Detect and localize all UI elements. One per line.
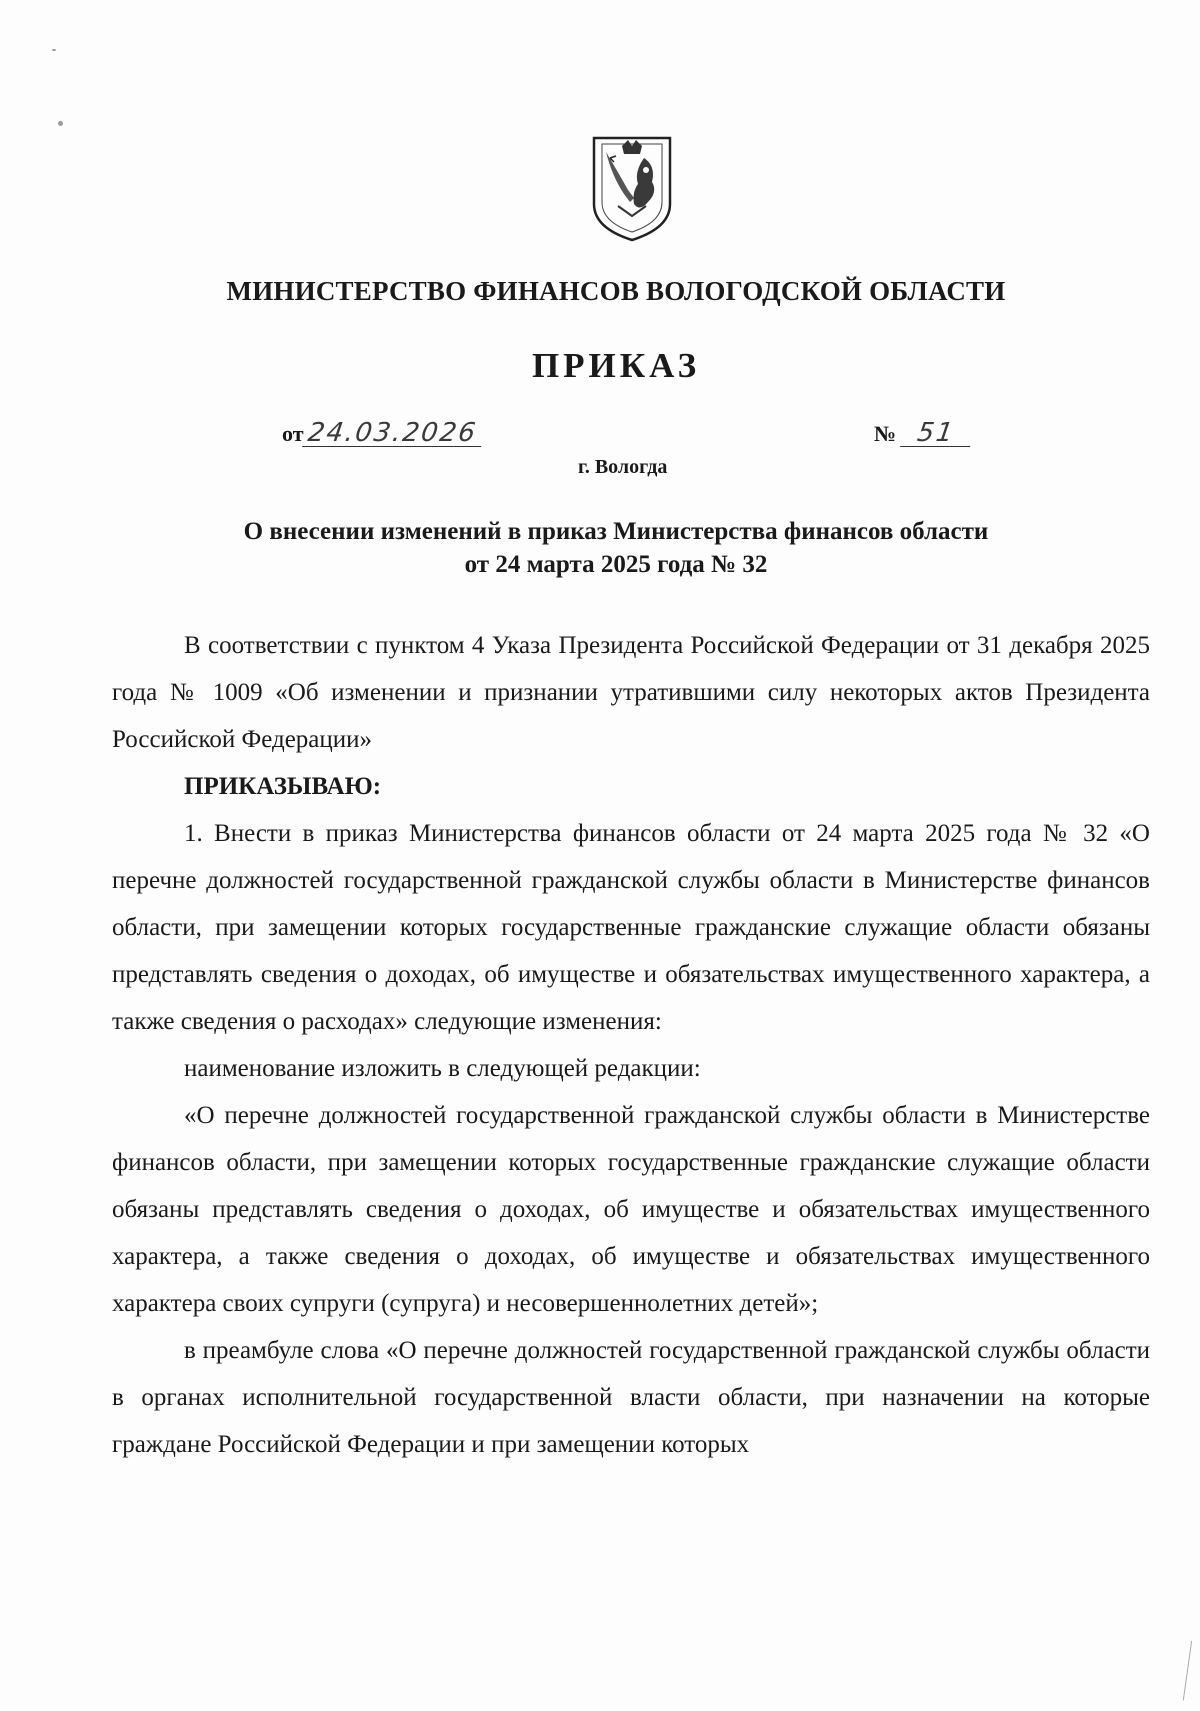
item-1-paragraph: 1. Внести в приказ Министерства финансов области от 24 марта 2025 года № 32 «О перечне должностей государственной гражданской службы области в Министерстве финансов области, при замещении которых государственные гражданские служащие области обязаны представлять сведения о доходах, об имуществе и обязательствах имущественного характера, а также сведения о расходах» следующие изменения: — [112, 820, 1150, 1035]
preamble-paragraph: В соответствии с пунктом 4 Указа Президента Российской Федерации от 31 декабря 2025 года № 1009 «Об изменении и признании утратившими силу некоторых актов Президента Российской Федерации» — [112, 632, 1150, 753]
handwritten-number: 51 — [900, 420, 974, 447]
scan-speck — [52, 49, 56, 51]
order-word: ПРИКАЗЫВАЮ: — [184, 773, 382, 800]
scan-speck — [58, 121, 63, 126]
item-1-preamble-paragraph: в преамбуле слова «О перечне должностей государственной гражданской службы области в органах исполнительной государственной власти области, при назначении на которые граждане Российской Федерации и при замещении которых — [112, 1337, 1150, 1458]
order-number — [874, 420, 972, 447]
coat-of-arms-emblem — [588, 132, 676, 244]
item-1-rename-paragraph: наименование изложить в следующей редакции: — [184, 1055, 701, 1082]
city-name: г. Вологда — [578, 456, 668, 478]
handwritten-date: 24.03.2026 — [302, 420, 485, 447]
order-date — [282, 420, 482, 447]
document-type-title: ПРИКАЗ — [531, 346, 701, 385]
scan-margin-mark — [1173, 1640, 1192, 1701]
item-1-new-title-paragraph: «О перечне должностей государственной гражданской службы области в Министерстве финансов области, при замещении которых государственные гражданские служащие области обязаны представлять сведения о доходах, об имуществе и обязательствах имущественного характера, а также сведения о доходах, об имуществе и обязательствах имущественного характера своих супруги (супруга) и несовершеннолетних детей»; — [112, 1102, 1150, 1317]
order-subject — [32, 515, 1200, 581]
date-prefix: от — [282, 421, 304, 446]
ministry-name: МИНИСТЕРСТВО ФИНАНСОВ ВОЛОГОДСКОЙ ОБЛАСТИ — [226, 276, 1006, 306]
number-prefix: № — [874, 421, 897, 446]
subject-line-1: О внесении изменений в приказ Министерства финансов области — [243, 518, 989, 545]
order-body — [112, 622, 1150, 1468]
subject-line-2: от 24 марта 2025 года № 32 — [464, 551, 768, 578]
